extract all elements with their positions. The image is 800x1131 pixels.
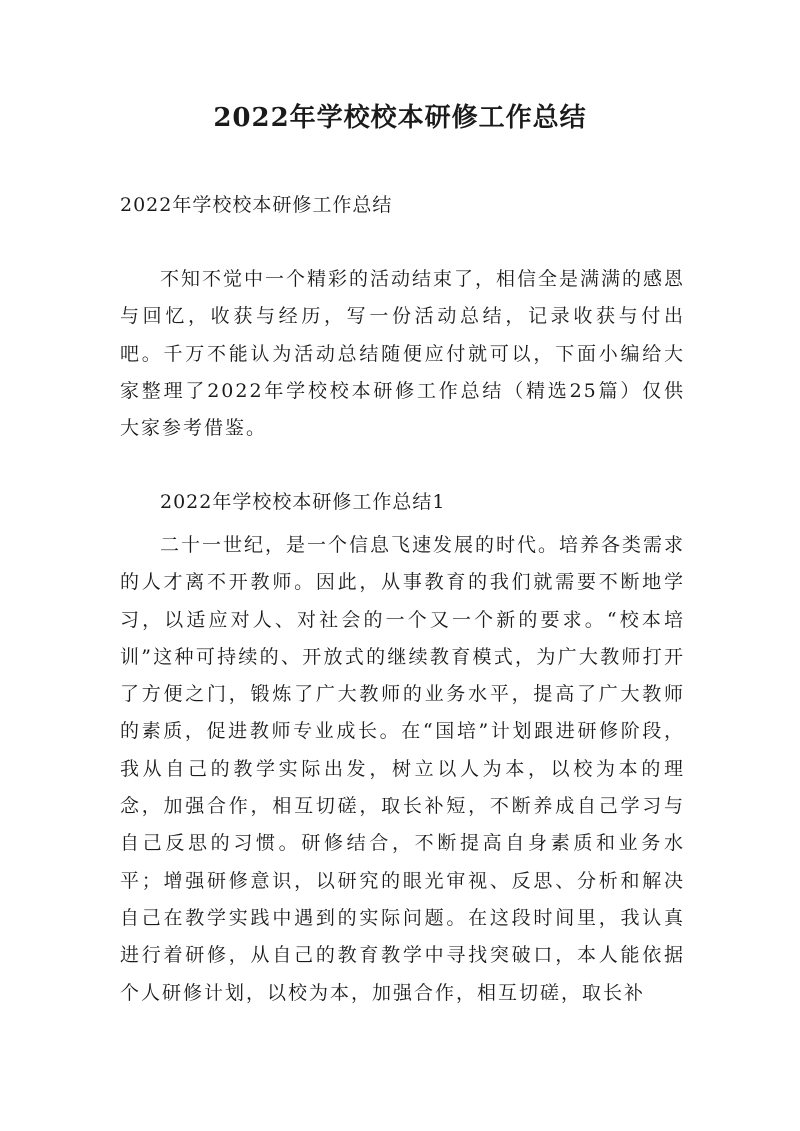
document-title: 2022年学校校本研修工作总结 [213, 103, 587, 133]
document-subtitle: 2022年学校校本研修工作总结 [120, 194, 393, 216]
section-paragraph: 二十一世纪，是一个信息飞速发展的时代。培养各类需求的人才离不开教师。因此，从事教育的我们就需要不断地学习，以适应对人、对社会的一个又一个新的要求。“校本培训”这种可持续的、开放式的继续教育模式，为广大教师打开了方便之门，锻炼了广大教师的业务水平，提高了广大教师的素质，促进教师专业成长。在“国培”计划跟进研修阶段，我从自己的教学实际出发，树立以人为本，以校为本的理念，加强合作，相互切磋，取长补短，不断养成自己学习与自己反思的习惯。研修结合，不断提高自身素质和业务水平；增强研修意识，以研究的眼光审视、反思、分析和解决自己在教学实践中遇到的实际问题。在这段时间里，我认真进行着研修，从自己的教育教学中寻找突破口，本人能依据个人研修计划，以校为本，加强合作，相互切磋，取长补 [120, 534, 686, 1004]
intro-paragraph: 不知不觉中一个精彩的活动结束了，相信全是满满的感恩与回忆，收获与经历，写一份活动总结，记录收获与付出吧。千万不能认为活动总结随便应付就可以，下面小编给大家整理了2022年学校校本研修工作总结（精选25篇）仅供大家参考借鉴。 [120, 268, 686, 440]
section-heading: 2022年学校校本研修工作总结1 [160, 491, 446, 513]
